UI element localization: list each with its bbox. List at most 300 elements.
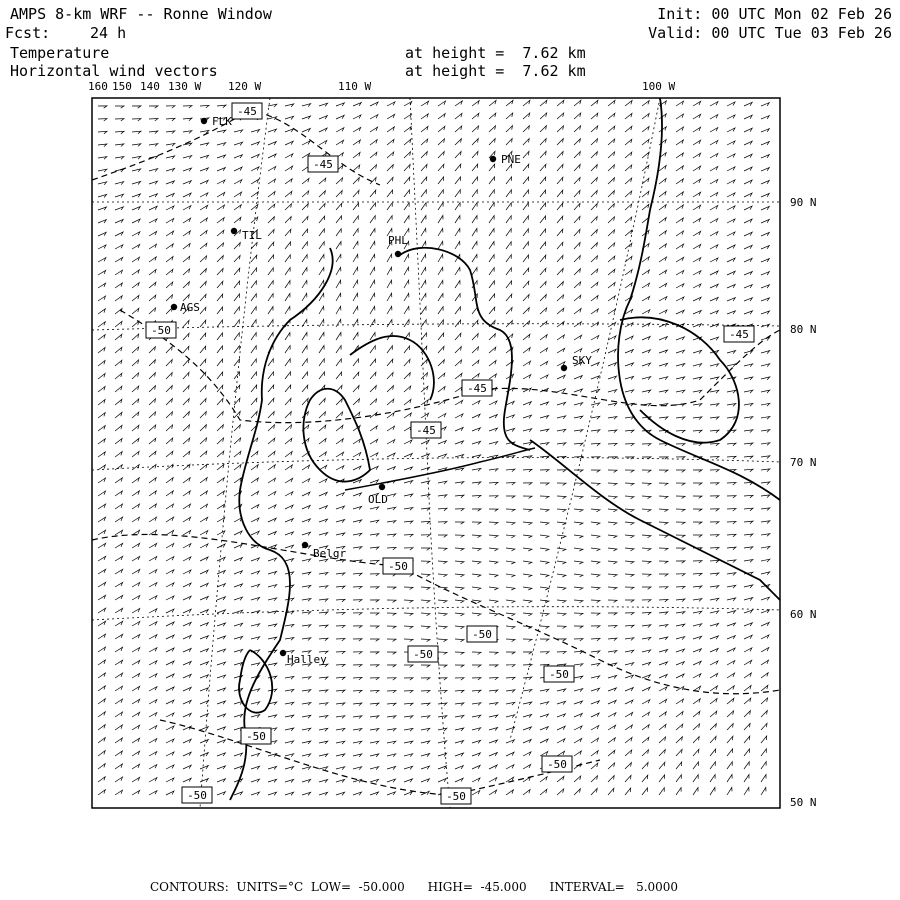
wind-vector <box>557 229 563 236</box>
wind-vector <box>489 216 494 223</box>
wind-vector <box>268 715 277 718</box>
wind-vector <box>540 587 549 590</box>
wind-vector <box>421 307 426 315</box>
wind-vector <box>625 243 632 249</box>
contour-label <box>724 326 754 342</box>
wind-vector <box>285 333 290 341</box>
wind-vector <box>115 194 124 197</box>
wind-vector <box>625 600 634 602</box>
wind-vector <box>115 373 122 379</box>
wind-vector <box>506 268 511 275</box>
wind-vector <box>557 402 566 405</box>
wind-vector <box>132 790 140 795</box>
wind-vector <box>642 700 650 704</box>
wind-vector <box>506 509 515 512</box>
wind-vector <box>115 543 123 548</box>
wind-vector <box>727 258 735 262</box>
wind-vector <box>438 548 447 551</box>
wind-vector <box>217 740 225 743</box>
wind-vector <box>183 269 190 275</box>
wind-vector <box>421 691 430 693</box>
wind-vector <box>506 522 515 525</box>
wind-vector <box>761 168 769 172</box>
wind-vector <box>608 256 615 262</box>
wind-vector <box>472 126 479 132</box>
contour-label <box>232 103 262 119</box>
wind-vector <box>319 452 326 457</box>
wind-vector <box>523 113 530 119</box>
wind-vector <box>268 478 276 483</box>
wind-vector <box>285 425 292 431</box>
wind-vector <box>608 535 617 538</box>
wind-vector <box>319 533 328 536</box>
wind-vector <box>659 599 668 601</box>
wind-vector <box>710 245 718 249</box>
wind-vector <box>302 715 311 718</box>
wind-vector <box>489 482 498 485</box>
wind-vector <box>591 256 598 262</box>
wind-vector <box>557 216 563 223</box>
wind-vector <box>183 687 191 691</box>
wind-vector <box>183 359 189 366</box>
wind-vector <box>727 547 736 550</box>
wind-vector <box>353 677 362 680</box>
wind-vector <box>438 241 443 249</box>
wind-vector <box>608 561 617 564</box>
wind-vector <box>455 778 463 782</box>
ice-shelf-edge <box>345 448 535 490</box>
wind-vector <box>642 114 649 120</box>
wind-vector <box>132 596 140 601</box>
wind-vector <box>234 268 240 275</box>
svg-text:-50: -50 <box>547 758 567 771</box>
wind-vector <box>421 254 426 262</box>
wind-vector <box>591 403 600 406</box>
wind-vector <box>676 699 684 704</box>
wind-vector <box>557 322 564 328</box>
wind-vector <box>370 102 378 106</box>
wind-vector <box>404 703 413 706</box>
wind-vector <box>608 139 615 145</box>
wind-vector <box>251 385 257 392</box>
wind-vector <box>251 451 258 457</box>
wind-vector <box>132 334 139 340</box>
wind-vector <box>608 776 614 783</box>
wind-vector <box>132 699 140 704</box>
wind-vector <box>608 700 616 704</box>
wind-vector <box>625 444 634 447</box>
wind-vector <box>540 470 549 472</box>
wind-vector <box>166 648 174 652</box>
wind-vector <box>370 792 379 795</box>
wind-vector <box>353 506 362 509</box>
wind-vector <box>285 242 291 249</box>
wind-vector <box>353 140 360 145</box>
wind-vector <box>693 586 702 589</box>
wind-vector <box>285 217 291 224</box>
wind-vector <box>319 255 324 263</box>
wind-vector <box>166 206 174 210</box>
wind-vector <box>251 281 256 288</box>
wind-vector <box>472 113 479 119</box>
wind-vector <box>761 508 770 511</box>
wind-vector <box>574 269 580 275</box>
wind-vector <box>710 648 718 652</box>
wind-vector <box>557 726 565 730</box>
wind-vector <box>285 412 291 419</box>
wind-vector <box>761 403 770 406</box>
wind-vector <box>98 374 105 380</box>
wind-vector <box>98 413 105 418</box>
wind-vector <box>404 280 409 288</box>
wind-vector <box>387 703 396 706</box>
wind-vector <box>166 399 172 405</box>
wind-vector <box>336 319 341 327</box>
wind-vector <box>540 752 548 757</box>
wind-vector <box>370 534 379 537</box>
wind-vector <box>200 636 208 639</box>
wind-vector <box>353 600 362 602</box>
wind-vector <box>98 131 107 134</box>
wind-vector <box>761 443 770 446</box>
wind-vector <box>285 154 293 158</box>
wind-vector <box>693 788 698 796</box>
wind-vector <box>387 152 394 158</box>
wind-vector <box>387 165 393 171</box>
wind-vector <box>574 203 580 210</box>
wind-vector <box>625 139 632 145</box>
wind-vector <box>285 359 290 366</box>
wind-vector <box>115 647 123 652</box>
wind-vector <box>166 504 174 509</box>
wind-vector <box>506 428 515 431</box>
wind-vector <box>319 306 324 314</box>
wind-vector <box>404 481 413 484</box>
wind-vector <box>421 216 426 224</box>
wind-vector <box>642 336 650 340</box>
wind-vector <box>149 270 156 276</box>
wind-vector <box>625 152 632 158</box>
wind-vector <box>506 665 515 667</box>
wind-vector <box>693 166 701 171</box>
wind-vector <box>132 144 141 147</box>
wind-vector <box>251 663 260 666</box>
wind-vector <box>761 193 769 197</box>
wind-vector <box>98 335 105 340</box>
wind-vector <box>404 453 412 457</box>
wind-vector <box>693 350 702 353</box>
graticule-lon-line <box>410 98 450 808</box>
wind-vector <box>387 613 396 615</box>
wind-vector <box>710 404 719 407</box>
wind-vector <box>506 535 515 538</box>
wind-vector <box>625 323 633 327</box>
wind-vector <box>625 417 634 420</box>
station-label: Halley <box>287 653 327 666</box>
wind-vector <box>217 662 226 665</box>
wind-vector <box>489 294 495 301</box>
wind-vector <box>608 725 616 730</box>
wind-vector <box>387 507 396 510</box>
wind-vector <box>183 609 191 613</box>
wind-vector <box>455 509 464 511</box>
wind-vector <box>642 574 651 577</box>
wind-vector <box>370 639 379 641</box>
wind-vector <box>489 190 494 197</box>
wind-vector <box>319 767 328 770</box>
wind-vector <box>523 361 531 366</box>
wind-vector <box>557 496 566 499</box>
wind-vector <box>404 600 413 603</box>
wind-vector <box>166 219 174 224</box>
wind-vector <box>659 788 664 795</box>
contour-label <box>544 666 574 682</box>
wind-vector <box>608 349 616 353</box>
wind-vector <box>727 496 736 498</box>
wind-vector <box>319 690 328 693</box>
wind-vector <box>268 637 277 640</box>
wind-vector <box>693 114 701 119</box>
wind-vector <box>251 333 256 340</box>
wind-vector <box>353 306 358 314</box>
wind-vector <box>387 114 395 119</box>
wind-vector <box>149 119 158 121</box>
wind-vector <box>574 676 583 679</box>
wind-vector <box>217 256 223 262</box>
wind-vector <box>319 492 327 496</box>
wind-vector <box>557 429 566 432</box>
wind-vector <box>200 105 209 108</box>
wind-vector <box>557 295 564 301</box>
wind-vector <box>336 493 344 496</box>
wind-vector <box>166 257 173 263</box>
wind-vector <box>489 177 495 184</box>
wind-vector <box>115 296 122 301</box>
wind-vector <box>744 115 752 119</box>
wind-vector <box>149 308 156 314</box>
wind-vector <box>506 216 511 223</box>
wind-vector <box>285 728 294 731</box>
wind-vector <box>200 320 206 327</box>
wind-vector <box>625 350 633 354</box>
wind-vector <box>336 466 344 470</box>
wind-vector <box>557 751 565 756</box>
wind-vector <box>506 139 512 146</box>
wind-vector <box>761 495 770 498</box>
wind-vector <box>336 716 345 719</box>
wind-vector <box>98 232 106 236</box>
wind-vector <box>489 126 496 132</box>
wind-vector <box>404 254 409 262</box>
wind-vector <box>744 232 752 236</box>
contour-label <box>467 626 497 642</box>
wind-vector <box>387 626 396 628</box>
wind-vector <box>625 675 634 678</box>
wind-vector <box>642 612 651 615</box>
wind-vector <box>115 751 122 756</box>
wind-vector <box>217 491 224 496</box>
wind-vector <box>455 600 464 603</box>
wind-vector <box>336 792 345 795</box>
wind-vector <box>251 411 257 418</box>
wind-vector <box>523 764 531 769</box>
wind-vector <box>693 483 702 485</box>
wind-vector <box>251 359 256 366</box>
wind-vector <box>727 636 735 639</box>
wind-vector <box>268 492 276 497</box>
wind-vector <box>540 535 549 538</box>
wind-vector <box>744 648 752 652</box>
wind-vector <box>489 361 496 367</box>
wind-vector <box>149 219 157 223</box>
wind-vector <box>404 216 409 224</box>
wind-vector <box>744 154 752 158</box>
wind-vector <box>353 241 358 249</box>
wind-vector <box>438 114 445 119</box>
wind-vector <box>472 374 479 379</box>
wind-vector <box>149 726 157 730</box>
wind-vector <box>591 204 597 211</box>
wind-vector <box>98 725 105 730</box>
wind-vector <box>302 741 311 744</box>
wind-vector <box>761 417 770 420</box>
lat-label: 60 N <box>790 608 817 621</box>
wind-vector <box>387 494 396 497</box>
wind-vector <box>404 164 410 171</box>
wind-vector <box>710 219 718 223</box>
wind-vector <box>132 660 140 665</box>
wind-vector <box>132 181 141 184</box>
wind-vector <box>302 465 310 470</box>
wind-vector <box>217 636 226 639</box>
wind-vector <box>251 204 258 210</box>
wind-vector <box>642 750 649 756</box>
wind-vector <box>591 688 600 691</box>
wind-vector <box>115 465 122 470</box>
wind-vector <box>438 454 447 457</box>
wind-vector <box>98 608 106 613</box>
wind-vector <box>251 753 260 756</box>
wind-vector <box>659 650 668 653</box>
wind-vector <box>710 673 718 678</box>
wind-vector <box>727 560 736 563</box>
wind-vector <box>489 587 498 590</box>
wind-vector <box>302 116 311 119</box>
wind-vector <box>336 586 345 589</box>
wind-vector <box>574 535 583 538</box>
wind-vector <box>370 359 376 366</box>
wind-vector <box>319 703 328 706</box>
wind-vector <box>115 673 123 678</box>
wind-vector <box>285 478 293 483</box>
wind-vector <box>574 229 580 236</box>
wind-vector <box>710 686 717 691</box>
wind-vector <box>336 754 345 757</box>
wind-vector <box>251 294 256 301</box>
wind-vector <box>574 113 581 119</box>
wind-vector <box>455 587 464 590</box>
wind-vector <box>200 779 208 783</box>
wind-vector <box>574 295 581 301</box>
wind-vector <box>472 715 481 718</box>
wind-vector <box>438 522 447 524</box>
wind-vector <box>302 677 311 680</box>
wind-vector <box>285 545 294 548</box>
wind-vector <box>761 559 770 562</box>
wind-vector <box>523 561 532 564</box>
wind-vector <box>540 613 549 616</box>
wind-vector <box>234 531 242 535</box>
wind-vector <box>421 359 427 366</box>
wind-vector <box>744 403 753 406</box>
wind-vector <box>540 574 549 577</box>
wind-vector <box>761 129 769 132</box>
wind-vector <box>404 741 413 744</box>
wind-vector <box>676 297 684 301</box>
wind-vector <box>523 469 532 472</box>
wind-vector <box>353 779 362 782</box>
wind-vector <box>200 517 208 522</box>
wind-vector <box>744 623 752 626</box>
wind-vector <box>727 284 735 288</box>
wind-vector <box>200 333 206 340</box>
wind-vector <box>251 792 260 795</box>
wind-vector <box>268 192 275 198</box>
wind-vector <box>166 700 174 704</box>
wind-vector <box>251 372 257 379</box>
wind-vector <box>489 600 498 603</box>
wind-vector <box>506 100 513 106</box>
wind-vector <box>115 595 123 600</box>
wind-vector <box>523 229 528 236</box>
wind-vector <box>761 622 769 626</box>
wind-vector <box>659 166 666 172</box>
wind-vector <box>727 762 732 769</box>
wind-vector <box>608 750 615 756</box>
wind-vector <box>727 390 736 393</box>
wind-vector <box>285 638 294 641</box>
wind-vector <box>421 548 430 550</box>
wind-vector <box>353 267 358 275</box>
wind-vector <box>591 243 597 249</box>
wind-vector <box>217 766 225 769</box>
wind-vector <box>693 244 701 249</box>
wind-vector <box>574 216 580 223</box>
wind-vector <box>285 767 294 770</box>
wind-vector <box>319 439 326 445</box>
wind-vector <box>608 522 617 525</box>
wind-vector <box>98 569 106 574</box>
wind-vector <box>455 495 464 498</box>
wind-vector <box>404 359 410 366</box>
wind-vector <box>455 373 462 379</box>
wind-vector <box>251 558 259 561</box>
wind-vector <box>557 470 566 472</box>
graticule-layer <box>92 98 780 808</box>
wind-vector <box>438 360 444 366</box>
wind-vector <box>591 191 597 198</box>
wind-vector <box>540 164 546 171</box>
lon-label: 160 <box>88 80 108 93</box>
wind-vector <box>693 271 701 275</box>
station-label: SKY <box>572 354 592 367</box>
wind-vector <box>557 113 564 119</box>
wind-vector <box>132 425 139 431</box>
wind-vector <box>693 509 702 511</box>
wind-vector <box>217 385 223 392</box>
wind-vector <box>353 372 359 379</box>
wind-vector <box>455 360 462 366</box>
